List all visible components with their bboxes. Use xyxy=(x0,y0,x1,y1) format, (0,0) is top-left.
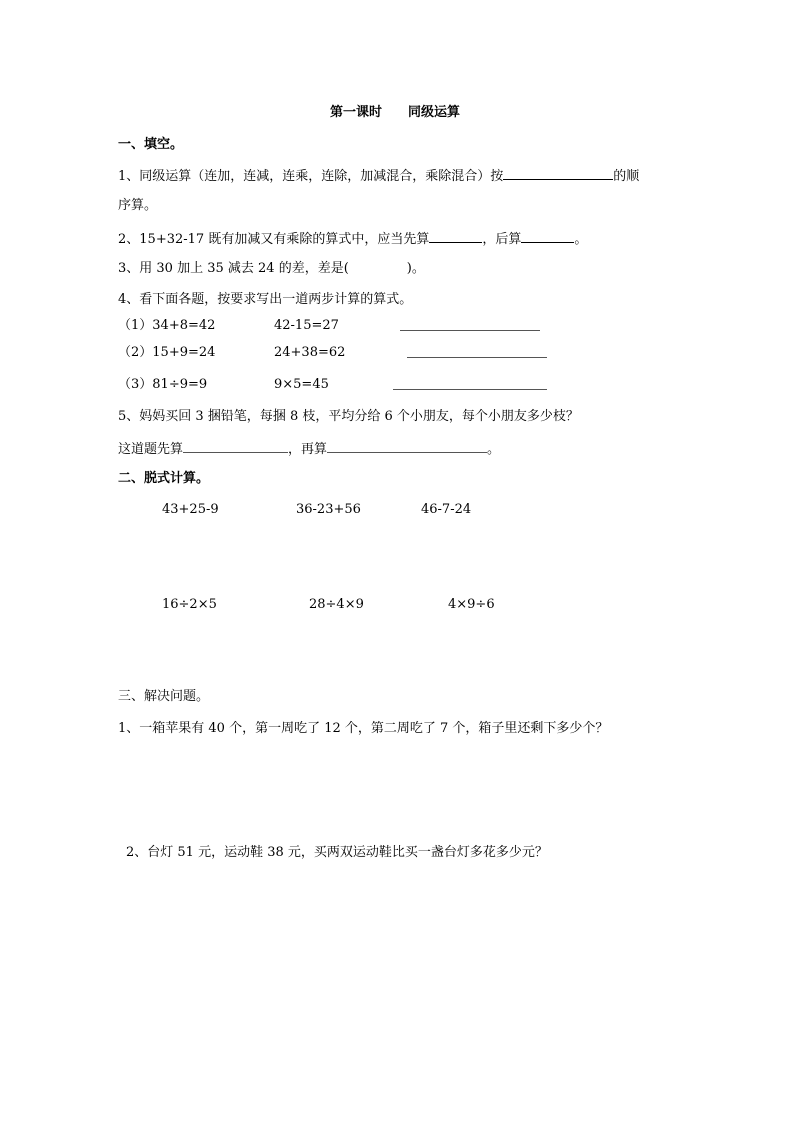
q4-row-3-answer-line[interactable] xyxy=(393,389,547,390)
section2-heading: 二、脱式计算。 xyxy=(118,471,210,486)
calc-2: 36-23+56 xyxy=(296,502,361,517)
calc-4: 16÷2×5 xyxy=(162,597,217,612)
problem-1: 1、一箱苹果有 40 个，第一周吃了 12 个，第二周吃了 7 个，箱子里还剩下多少个？ xyxy=(118,721,609,736)
question-1 xyxy=(118,167,639,185)
q2-second-blank[interactable] xyxy=(521,230,574,243)
q4-row-1-equation: 42-15=27 xyxy=(274,318,339,333)
q1-answer-blank[interactable] xyxy=(503,167,613,180)
section1-heading: 一、填空。 xyxy=(118,137,184,152)
q5-text-b: ，再算 xyxy=(288,442,328,457)
q5-answer-line xyxy=(118,440,500,458)
q4-row-3-equation: 9×5=45 xyxy=(274,377,329,392)
q4-row-2-equation: 24+38=62 xyxy=(274,345,346,360)
q2-text-b: ，后算 xyxy=(482,232,522,247)
question-5: 5、妈妈买回 3 捆铅笔，每捆 8 枝，平均分给 6 个小朋友，每个小朋友多少枝？ xyxy=(118,409,579,424)
q1-text-b: 的顺 xyxy=(613,169,640,184)
section3-heading: 三、解决问题。 xyxy=(118,689,210,704)
q5-second-blank[interactable] xyxy=(327,440,487,453)
q4-row-2-answer-line[interactable] xyxy=(407,357,547,358)
page-title: 第一课时 同级运算 xyxy=(330,105,461,120)
calc-6: 4×9÷6 xyxy=(448,597,495,612)
q3-text-b: )。 xyxy=(406,261,425,276)
q2-text-c: 。 xyxy=(574,232,588,247)
calc-3: 46-7-24 xyxy=(421,502,472,517)
q2-first-blank[interactable] xyxy=(429,230,482,243)
question-2 xyxy=(118,230,587,248)
q4-row-2-label: （2）15+9=24 xyxy=(118,345,216,360)
q4-row-1-answer-line[interactable] xyxy=(400,330,540,331)
q1-text-a: 1、同级运算（连加，连减，连乘，连除，加减混合，乘除混合）按 xyxy=(118,169,504,184)
question-4: 4、看下面各题，按要求写出一道两步计算的算式。 xyxy=(118,292,413,307)
calc-1: 43+25-9 xyxy=(162,502,219,517)
q3-text-a: 3、用 30 加上 35 减去 24 的差，差是( xyxy=(118,261,349,276)
q1-text-c: 序算。 xyxy=(118,198,158,213)
q4-row-3-label: （3）81÷9=9 xyxy=(118,377,208,392)
q4-row-1-label: （1）34+8=42 xyxy=(118,318,216,333)
q5-text-c: 。 xyxy=(487,442,501,457)
problem-2: 2、台灯 51 元，运动鞋 38 元，买两双运动鞋比买一盏台灯多花多少元？ xyxy=(126,845,548,860)
calc-5: 28÷4×9 xyxy=(309,597,364,612)
q2-text-a: 2、15+32-17 既有加减又有乘除的算式中，应当先算 xyxy=(118,232,430,247)
question-3 xyxy=(118,261,425,277)
q5-first-blank[interactable] xyxy=(183,440,288,453)
q5-text-a: 这道题先算 xyxy=(118,442,184,457)
